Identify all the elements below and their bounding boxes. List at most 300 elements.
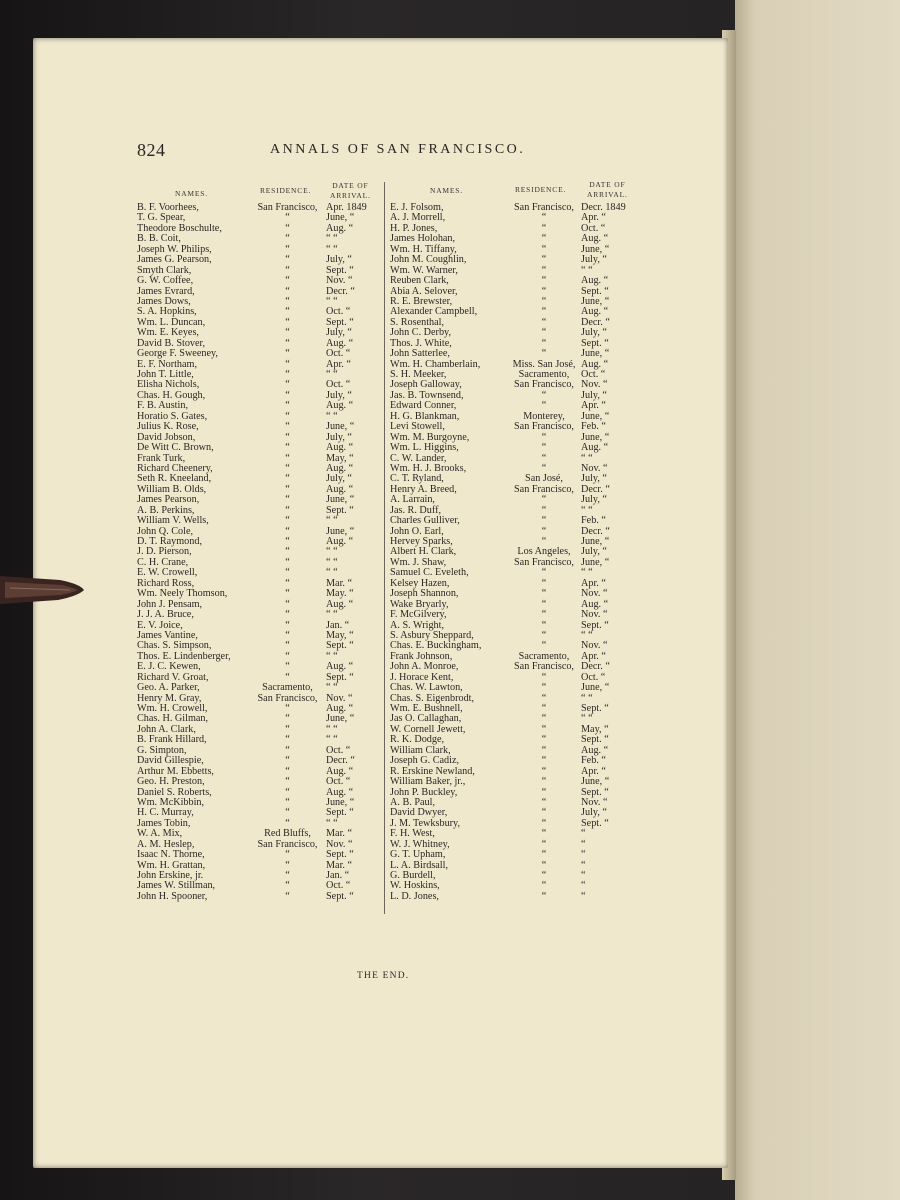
- table-cell: Frank Turk,: [137, 452, 186, 464]
- table-cell: San Francisco,: [257, 692, 318, 704]
- table-cell: “: [541, 692, 547, 704]
- table-cell: “: [541, 233, 547, 245]
- table-cell: James Evrard,: [137, 285, 195, 297]
- table-cell: “: [285, 859, 290, 871]
- table-cell: “ “: [326, 233, 338, 245]
- table-cell: Aug. “: [326, 661, 354, 673]
- table-cell: San José,: [525, 473, 563, 485]
- table-cell: F. H. West,: [390, 828, 435, 840]
- table-cell: “ “: [326, 682, 338, 694]
- table-cell: Nov. “: [326, 275, 353, 287]
- table-cell: J. D. Pierson,: [137, 546, 192, 558]
- table-cell: Sept. “: [326, 671, 354, 683]
- table-cell: “ “: [326, 734, 338, 746]
- table-cell: “: [541, 755, 547, 767]
- table-cell: J. J. A. Bruce,: [137, 609, 194, 621]
- table-cell: Nov. “: [581, 462, 608, 474]
- table-cell: Sept. “: [581, 734, 609, 746]
- table-cell: James Tobin,: [137, 817, 191, 829]
- table-cell: Chas. S. Eigenbrodt,: [390, 692, 475, 704]
- table-cell: James Dows,: [137, 295, 191, 307]
- table-cell: Sept. “: [581, 285, 609, 297]
- table-cell: “: [541, 212, 547, 224]
- table-cell: Nov. “: [581, 796, 608, 808]
- table-cell: “ “: [326, 243, 338, 255]
- table-cell: June, “: [326, 421, 355, 433]
- table-cell: Apr. 1849: [326, 202, 367, 213]
- table-cell: George F. Sweeney,: [137, 348, 218, 360]
- table-cell: S. Asbury Sheppard,: [390, 629, 474, 641]
- table-cell: John Q. Cole,: [137, 525, 194, 537]
- table-cell: Jas. R. Duff,: [390, 504, 442, 516]
- table-cell: “: [285, 494, 290, 506]
- table-cell: “ “: [326, 515, 338, 527]
- table-cell: Oct. “: [326, 379, 351, 391]
- table-cell: June, “: [581, 431, 610, 443]
- table-cell: Jas. B. Townsend,: [390, 389, 464, 401]
- table-cell: June, “: [581, 295, 610, 307]
- table-cell: “: [541, 442, 547, 454]
- table-cell: J. Horace Kent,: [390, 671, 454, 683]
- table-cell: Smyth Clark,: [137, 264, 192, 276]
- table-cell: Wm. J. Shaw,: [390, 556, 447, 568]
- table-cell: “: [541, 640, 547, 652]
- table-cell: Aug. “: [581, 744, 609, 756]
- table-cell: “: [285, 890, 290, 902]
- table-cell: “: [285, 285, 290, 297]
- table-cell: John O. Earl,: [390, 525, 444, 537]
- table-cell: F. B. Austin,: [137, 400, 188, 412]
- table-cell: B. Frank Hillard,: [137, 734, 207, 746]
- table-cell: Aug. “: [581, 306, 609, 318]
- table-cell: “: [285, 222, 290, 234]
- table-cell: Chas. E. Buckingham,: [390, 640, 482, 652]
- table-cell: “: [581, 880, 586, 892]
- table-cell: “ “: [326, 650, 338, 662]
- table-cell: “: [541, 870, 547, 881]
- table-cell: “: [285, 275, 290, 287]
- table-cell: “: [541, 504, 547, 516]
- table-cell: July, “: [581, 389, 607, 401]
- table-cell: William Baker, jr.,: [390, 776, 466, 788]
- table-cell: June, “: [581, 410, 610, 422]
- table-cell: “: [541, 588, 547, 600]
- table-cell: “: [285, 556, 290, 568]
- table-cell: “: [541, 598, 547, 610]
- bookmark-ribbon: [0, 570, 85, 608]
- table-cell: Nov. “: [326, 692, 353, 704]
- table-cell: “: [285, 723, 290, 735]
- table-cell: “: [285, 776, 290, 788]
- table-cell: Wm. H. Chamberlain,: [390, 358, 481, 370]
- table-cell: John Satterlee,: [390, 348, 450, 360]
- table-cell: John H. Spooner,: [137, 890, 208, 902]
- table-cell: Sacramento,: [518, 369, 570, 380]
- table-cell: Oct. “: [581, 671, 606, 683]
- table-cell: “: [541, 264, 547, 276]
- table-cell: July, “: [581, 494, 607, 506]
- table-cell: L. D. Jones,: [390, 890, 439, 902]
- table-cell: June, “: [581, 682, 610, 694]
- table-cell: A. M. Heslep,: [137, 838, 195, 850]
- table-cell: “: [285, 703, 290, 714]
- table-cell: Samuel C. Eveleth,: [390, 567, 469, 579]
- header-date-left: [330, 181, 371, 201]
- table-cell: Chas. S. Simpson,: [137, 640, 212, 652]
- table-cell: “: [285, 369, 290, 380]
- table-cell: W. A. Mix,: [137, 828, 183, 840]
- table-cell: “: [285, 786, 290, 798]
- table-cell: “: [541, 452, 547, 464]
- table-cell: “: [541, 337, 547, 349]
- table-cell: “: [541, 316, 547, 328]
- table-cell: Henry M. Gray,: [137, 692, 202, 704]
- table-cell: “: [541, 713, 547, 725]
- table-cell: Mar. “: [326, 859, 353, 871]
- table-cell: “ “: [581, 452, 593, 464]
- table-cell: “ “: [581, 264, 593, 276]
- table-cell: Sept. “: [326, 504, 354, 516]
- table-cell: Albert H. Clark,: [390, 546, 457, 558]
- table-cell: “: [581, 870, 586, 881]
- table-cell: “: [285, 348, 290, 360]
- table-cell: Wm. E. Keyes,: [137, 327, 199, 339]
- table-cell: “: [285, 316, 290, 328]
- table-cell: “: [285, 421, 290, 433]
- table-cell: James G. Pearson,: [137, 254, 212, 266]
- table-cell: Thos. J. White,: [390, 337, 452, 349]
- table-cell: Geo. H. Preston,: [137, 776, 205, 788]
- table-cell: Wm. Neely Thomson,: [137, 588, 228, 600]
- table-cell: Aug. “: [326, 703, 354, 714]
- table-cell: John J. Pensam,: [137, 598, 203, 610]
- table-cell: Sept. “: [581, 337, 609, 349]
- header-date-left-line1: DATE OF: [332, 181, 369, 190]
- table-cell: “: [285, 755, 290, 767]
- table-cell: Aug. “: [326, 462, 354, 474]
- table-cell: Wm. H. J. Brooks,: [390, 462, 467, 474]
- table-cell: Jan. “: [326, 619, 350, 631]
- table-cell: “: [285, 734, 290, 746]
- table-cell: Abia A. Selover,: [390, 285, 458, 297]
- table-cell: William V. Wells,: [137, 515, 209, 527]
- table-cell: “: [541, 567, 547, 579]
- table-cell: Aug. “: [326, 442, 354, 454]
- table-cell: June, “: [581, 243, 610, 255]
- table-cell: “: [285, 525, 290, 537]
- header-date-right-line1: DATE OF: [589, 180, 626, 189]
- table-cell: Nov. “: [581, 379, 608, 391]
- table-cell: Richard Cheenery,: [137, 462, 213, 474]
- table-cell: “: [285, 661, 290, 673]
- table-cell: “: [541, 734, 547, 746]
- table-cell: “: [541, 619, 547, 631]
- table-cell: David Gillespie,: [137, 755, 204, 767]
- table-cell: Sept. “: [326, 807, 354, 819]
- table-cell: “: [541, 765, 547, 777]
- table-cell: “: [285, 243, 290, 255]
- table-cell: San Francisco,: [514, 483, 574, 495]
- table-cell: Chas. H. Gilman,: [137, 713, 209, 725]
- table-cell: Aug. “: [326, 483, 354, 495]
- table-cell: “ “: [326, 410, 338, 422]
- table-cell: San Francisco,: [514, 661, 574, 673]
- table-cell: Nov. “: [581, 640, 608, 652]
- table-cell: Aug. “: [581, 598, 609, 610]
- table-cell: “ “: [581, 567, 593, 579]
- table-cell: “: [541, 515, 547, 527]
- table-cell: B. F. Voorhees,: [137, 202, 199, 213]
- table-cell: July, “: [581, 327, 607, 339]
- table-cell: Oct. “: [326, 348, 351, 360]
- table-cell: Levi Stowell,: [390, 421, 445, 433]
- table-cell: D. T. Raymond,: [137, 536, 202, 547]
- table-cell: “: [285, 515, 290, 527]
- table-cell: “: [285, 577, 290, 589]
- table-cell: May, “: [326, 629, 354, 641]
- table-cell: Aug. “: [326, 786, 354, 798]
- table-cell: “: [541, 222, 547, 234]
- table-cell: “: [541, 494, 547, 506]
- table-cell: “: [541, 671, 547, 683]
- table-cell: L. A. Birdsall,: [390, 859, 449, 871]
- table-cell: “: [541, 295, 547, 307]
- table-cell: Sept. “: [581, 786, 609, 798]
- table-cell: G. Simpton,: [137, 744, 187, 756]
- table-cell: E. J. Folsom,: [390, 202, 444, 213]
- table-cell: “ “: [326, 723, 338, 735]
- table-cell: Wm. H. Tiffany,: [390, 243, 457, 255]
- table-cell: Decr. “: [581, 483, 610, 495]
- table-cell: Sept. “: [326, 849, 354, 861]
- table-cell: “: [285, 264, 290, 276]
- right-date-column: [581, 203, 639, 902]
- table-cell: “: [541, 880, 547, 892]
- table-cell: R. Erskine Newland,: [390, 765, 475, 777]
- table-cell: “: [541, 462, 547, 474]
- table-cell: Nov. “: [581, 588, 608, 600]
- table-cell: Wake Bryarly,: [390, 598, 449, 610]
- table-cell: Frank Johnson,: [390, 650, 453, 662]
- table-cell: “ “: [326, 567, 338, 579]
- table-cell: S. A. Hopkins,: [137, 306, 197, 318]
- table-cell: “: [541, 744, 547, 756]
- header-date-right: [587, 180, 628, 200]
- header-names-right: NAMES.: [430, 186, 463, 195]
- table-cell: Sacramento,: [518, 650, 570, 662]
- table-cell: James Vantine,: [137, 629, 198, 641]
- table-cell: June, “: [581, 536, 610, 547]
- table-cell: “: [285, 609, 290, 621]
- table-cell: Decr. “: [581, 316, 610, 328]
- table-cell: John M. Coughlin,: [390, 254, 467, 266]
- column-divider: [384, 182, 385, 914]
- table-cell: “: [285, 400, 290, 412]
- table-cell: Aug. “: [326, 598, 354, 610]
- table-cell: John C. Derby,: [390, 327, 452, 339]
- table-cell: “ “: [326, 295, 338, 307]
- table-cell: Apr. “: [581, 577, 606, 589]
- table-cell: Aug. “: [326, 337, 354, 349]
- table-cell: “: [581, 838, 586, 850]
- table-cell: Horatio S. Gates,: [137, 410, 208, 422]
- table-cell: F. McGilvery,: [390, 609, 447, 621]
- table-cell: “: [285, 212, 290, 224]
- table-cell: Oct. “: [581, 222, 606, 234]
- table-cell: June, “: [326, 494, 355, 506]
- table-cell: David Jobson,: [137, 431, 196, 443]
- table-cell: “: [285, 765, 290, 777]
- table-cell: Sept. “: [581, 619, 609, 631]
- table-cell: “: [285, 483, 290, 495]
- table-cell: Joseph W. Philips,: [137, 243, 212, 255]
- table-cell: June, “: [326, 525, 355, 537]
- table-cell: Decr. “: [326, 285, 355, 297]
- table-cell: Nov. “: [326, 838, 353, 850]
- table-cell: “ “: [581, 692, 593, 704]
- table-cell: H. C. Murray,: [137, 807, 194, 819]
- table-cell: “ “: [326, 609, 338, 621]
- table-cell: “: [541, 243, 547, 255]
- table-cell: “: [541, 859, 547, 871]
- table-cell: June, “: [581, 776, 610, 788]
- table-cell: Sept. “: [326, 264, 354, 276]
- table-cell: “: [285, 337, 290, 349]
- table-cell: Nov. “: [581, 609, 608, 621]
- table-cell: Richard Ross,: [137, 577, 195, 589]
- table-cell: Chas. H. Gough,: [137, 389, 206, 401]
- table-cell: B. B. Coit,: [137, 233, 181, 245]
- table-cell: “: [285, 327, 290, 339]
- table-cell: E. J. C. Kewen,: [137, 661, 201, 673]
- table-cell: Henry A. Breed,: [390, 483, 457, 495]
- table-cell: San Francisco,: [257, 202, 318, 213]
- running-head: ANNALS OF SAN FRANCISCO.: [270, 142, 526, 157]
- table-cell: “: [285, 640, 290, 652]
- table-cell: “: [285, 358, 290, 370]
- table-cell: “: [581, 890, 586, 902]
- table-cell: July, “: [326, 389, 352, 401]
- table-cell: San Francisco,: [257, 838, 318, 850]
- table-cell: June, “: [326, 796, 355, 808]
- table-cell: Feb. “: [581, 515, 606, 527]
- table-cell: Daniel S. Roberts,: [137, 786, 212, 798]
- table-cell: “: [541, 776, 547, 788]
- table-cell: William B. Olds,: [137, 483, 207, 495]
- left-residence-column: [250, 203, 325, 902]
- table-cell: “ “: [326, 369, 338, 380]
- table-cell: Oct. “: [581, 369, 606, 380]
- table-cell: “: [541, 275, 547, 287]
- table-cell: R. E. Brewster,: [390, 295, 453, 307]
- left-names-column: [137, 203, 252, 902]
- table-cell: C. T. Ryland,: [390, 473, 444, 485]
- table-cell: Apr. “: [581, 765, 606, 777]
- table-cell: “: [285, 295, 290, 307]
- table-cell: Oct. “: [326, 880, 351, 892]
- table-cell: “: [541, 786, 547, 798]
- table-cell: J. M. Tewksbury,: [390, 817, 461, 829]
- table-cell: Seth R. Kneeland,: [137, 473, 212, 485]
- table-cell: Wm. McKibbin,: [137, 796, 205, 808]
- table-cell: Monterey,: [523, 410, 565, 422]
- table-cell: Mar. “: [326, 828, 353, 840]
- table-cell: E. V. Joice,: [137, 619, 183, 631]
- table-cell: A. Larrain,: [390, 494, 435, 506]
- table-cell: Wm. M. Burgoyne,: [390, 431, 470, 443]
- table-cell: San Francisco,: [514, 202, 574, 213]
- table-cell: Jas O. Callaghan,: [390, 713, 462, 725]
- table-cell: July, “: [326, 254, 352, 266]
- header-residence-right: RESIDENCE.: [515, 185, 567, 194]
- table-cell: July, “: [581, 546, 607, 558]
- table-cell: “: [285, 567, 290, 579]
- table-cell: John A. Monroe,: [390, 661, 459, 673]
- table-cell: Decr. “: [581, 661, 610, 673]
- table-cell: “: [285, 849, 290, 861]
- table-cell: “: [285, 306, 290, 318]
- table-cell: “: [541, 828, 547, 840]
- table-cell: “: [285, 796, 290, 808]
- table-cell: “: [541, 703, 547, 714]
- table-cell: Decr. 1849: [581, 202, 626, 213]
- table-cell: “: [285, 671, 290, 683]
- facing-page: [735, 0, 900, 1200]
- table-cell: “: [285, 254, 290, 266]
- table-cell: San Francisco,: [514, 379, 574, 391]
- table-cell: Joseph Galloway,: [390, 379, 462, 391]
- table-cell: Los Angeles,: [517, 546, 571, 558]
- table-cell: “: [541, 400, 547, 412]
- table-cell: Sept. “: [326, 316, 354, 328]
- table-cell: “: [581, 828, 586, 840]
- table-cell: Kelsey Hazen,: [390, 577, 450, 589]
- table-cell: Aug. “: [581, 358, 609, 370]
- table-cell: “ “: [581, 504, 593, 516]
- table-cell: “: [285, 650, 290, 662]
- table-cell: Jan. “: [326, 870, 350, 881]
- table-cell: William Clark,: [390, 744, 451, 756]
- table-cell: “: [541, 629, 547, 641]
- table-cell: “: [541, 807, 547, 819]
- table-cell: July, “: [581, 473, 607, 485]
- table-cell: James W. Stillman,: [137, 880, 216, 892]
- table-cell: Red Bluffs,: [264, 828, 311, 840]
- table-cell: Miss. San José,: [512, 358, 576, 370]
- table-cell: “: [285, 442, 290, 454]
- table-cell: Wm. H. Crowell,: [137, 703, 208, 714]
- table-cell: July, “: [326, 431, 352, 443]
- table-cell: “: [541, 306, 547, 318]
- left-date-column: [326, 203, 381, 902]
- table-cell: Aug. “: [581, 275, 609, 287]
- table-cell: “: [285, 629, 290, 641]
- table-cell: “: [285, 598, 290, 610]
- table-cell: “: [285, 410, 290, 422]
- table-cell: H. G. Blankman,: [390, 410, 460, 422]
- table-cell: Alexander Campbell,: [390, 306, 478, 318]
- table-cell: Julius K. Rose,: [137, 421, 199, 433]
- table-cell: John P. Buckley,: [390, 786, 458, 798]
- table-cell: Oct. “: [326, 306, 351, 318]
- table-cell: “: [541, 254, 547, 266]
- table-cell: Aug. “: [581, 442, 609, 454]
- table-cell: Apr. “: [581, 650, 606, 662]
- table-cell: Wm. L. Higgins,: [390, 442, 459, 454]
- table-cell: C. W. Lander,: [390, 452, 447, 464]
- table-cell: Edward Conner,: [390, 400, 457, 412]
- table-cell: “: [541, 849, 547, 861]
